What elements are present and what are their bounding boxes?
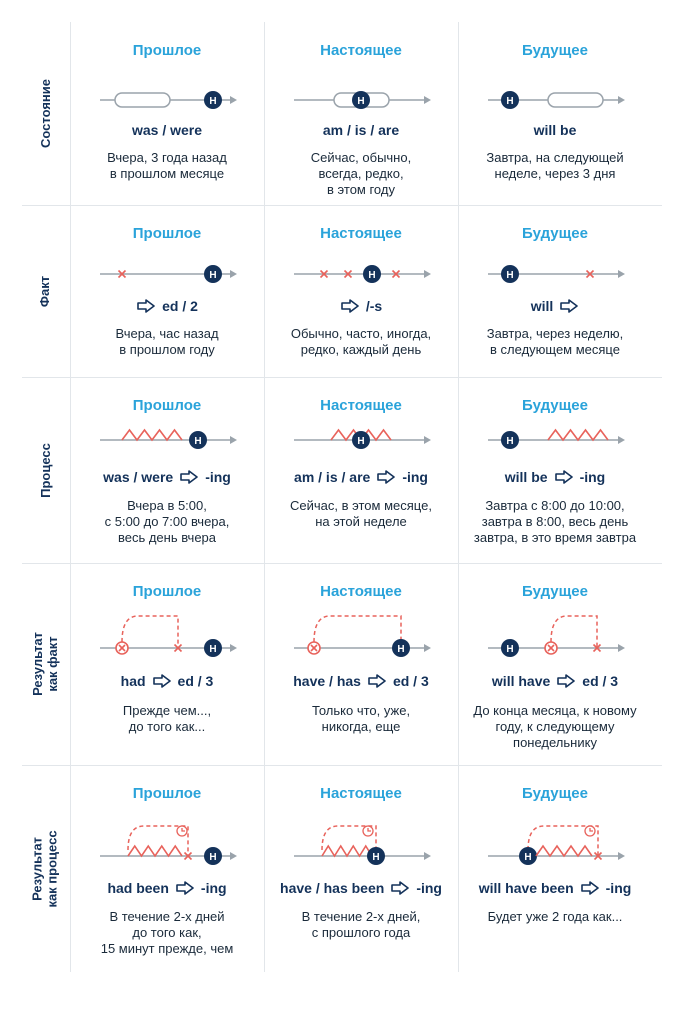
time-markers: Только что, уже, никогда, еще xyxy=(311,703,411,734)
tense-cell xyxy=(458,563,652,765)
formula-auxiliary: will have been xyxy=(478,880,574,896)
column-header: Прошлое xyxy=(132,397,202,414)
now-marker-label: Н xyxy=(357,436,365,447)
time-markers: Сейчас, в этом месяце, на этой неделе xyxy=(290,498,432,529)
row-label-text: Результат как факт xyxy=(30,632,61,696)
tense-cell xyxy=(70,205,264,377)
formula-auxiliary: had been xyxy=(107,880,169,896)
tense-formula xyxy=(264,297,458,315)
formula-verb-form: -ing xyxy=(205,469,231,485)
formula-verb-form: ed / 3 xyxy=(582,673,619,689)
process-zigzag xyxy=(128,846,182,856)
column-header: Прошлое xyxy=(132,785,202,802)
tense-formula xyxy=(458,879,652,897)
tense-formula xyxy=(70,121,264,139)
timeline-arrowhead xyxy=(230,644,237,652)
result-bracket xyxy=(551,616,597,648)
column-header: Настоящее xyxy=(320,583,402,600)
timeline-diagram xyxy=(264,55,458,115)
now-marker xyxy=(204,639,222,657)
start-cross-circle xyxy=(116,642,128,654)
column-header: Настоящее xyxy=(320,42,402,59)
now-marker xyxy=(501,431,519,449)
now-marker xyxy=(501,265,519,283)
time-markers: Вчера, 3 года назад в прошлом месяце xyxy=(107,150,227,181)
now-marker-label: Н xyxy=(506,644,514,655)
now-marker-label: Н xyxy=(209,852,217,863)
formula-auxiliary: have / has xyxy=(293,673,361,689)
now-marker-label: Н xyxy=(357,96,365,107)
timeline-arrowhead xyxy=(618,644,625,652)
row-label xyxy=(20,563,70,765)
time-markers: Завтра, через неделю, в следующем месяце xyxy=(486,326,624,357)
tense-cell xyxy=(264,205,458,377)
formula-auxiliary: will be xyxy=(533,122,577,138)
formula-auxiliary: will be xyxy=(504,469,548,485)
process-zigzag xyxy=(122,430,182,440)
tense-cell xyxy=(264,765,458,972)
now-marker xyxy=(204,265,222,283)
row-label-text: Результат как процесс xyxy=(30,829,61,908)
timeline-arrowhead xyxy=(424,644,431,652)
now-marker-label: Н xyxy=(506,96,514,107)
tense-formula xyxy=(70,879,264,897)
timeline-diagram xyxy=(264,603,458,663)
formula-verb-form: ed / 2 xyxy=(162,298,198,314)
transform-arrow-icon xyxy=(554,470,574,484)
formula-auxiliary: was / were xyxy=(103,469,174,485)
formula-verb-form: -ing xyxy=(579,469,606,485)
clock-icon xyxy=(363,826,373,836)
formula-verb-form: -ing xyxy=(200,880,227,896)
column-header: Прошлое xyxy=(132,583,202,600)
time-markers: Обычно, часто, иногда, редко, каждый день xyxy=(290,326,432,357)
formula-verb-form: ed / 3 xyxy=(177,673,214,689)
tense-formula xyxy=(458,297,652,315)
now-marker-label: Н xyxy=(194,436,202,447)
transform-arrow-icon xyxy=(136,299,156,313)
tense-formula xyxy=(264,121,458,139)
timeline-arrowhead xyxy=(230,436,237,444)
transform-arrow-icon xyxy=(175,881,195,895)
formula-auxiliary: am / is / are xyxy=(322,122,400,138)
transform-arrow-icon xyxy=(376,470,396,484)
clock-icon xyxy=(585,826,595,836)
row-label xyxy=(20,205,70,377)
tense-formula xyxy=(264,672,458,690)
tense-formula xyxy=(70,297,264,315)
timeline-arrowhead xyxy=(230,96,237,104)
time-markers: Прежде чем..., до того как... xyxy=(122,703,212,734)
tense-formula xyxy=(458,121,652,139)
time-markers: Завтра, на следующей неделе, через 3 дня xyxy=(486,150,624,181)
now-marker xyxy=(352,431,370,449)
transform-arrow-icon xyxy=(152,674,172,688)
timeline-diagram xyxy=(264,811,458,871)
timeline-diagram xyxy=(264,395,458,455)
timeline-diagram xyxy=(70,229,264,289)
tense-cell xyxy=(70,377,264,563)
transform-arrow-icon xyxy=(367,674,387,688)
tense-cell xyxy=(264,377,458,563)
transform-arrow-icon xyxy=(340,299,360,313)
timeline-diagram xyxy=(70,55,264,115)
timeline-arrowhead xyxy=(230,852,237,860)
now-marker-label: Н xyxy=(209,644,217,655)
formula-verb-form: -ing xyxy=(402,469,428,485)
time-markers: Вчера в 5:00, с 5:00 до 7:00 вчера, весь день вчера xyxy=(104,498,230,545)
row-label xyxy=(20,377,70,563)
tense-cell xyxy=(458,205,652,377)
timeline-diagram xyxy=(458,55,652,115)
process-zigzag xyxy=(548,430,608,440)
timeline-diagram xyxy=(264,229,458,289)
tense-formula xyxy=(264,468,458,486)
state-pill xyxy=(548,93,603,107)
formula-auxiliary: have / has been xyxy=(280,880,385,896)
transform-arrow-icon xyxy=(559,299,579,313)
row-label-text: Состояние xyxy=(37,78,53,149)
tense-formula xyxy=(70,468,264,486)
column-header: Настоящее xyxy=(320,225,402,242)
tense-cell xyxy=(458,765,652,972)
tense-cell xyxy=(264,563,458,765)
tense-cell xyxy=(264,22,458,205)
now-marker xyxy=(363,265,381,283)
now-marker xyxy=(352,91,370,109)
result-bracket xyxy=(314,616,401,648)
now-marker xyxy=(189,431,207,449)
now-marker xyxy=(204,91,222,109)
timeline-diagram xyxy=(458,229,652,289)
time-markers: Завтра с 8:00 до 10:00, завтра в 8:00, весь день завтра, в это время завтра xyxy=(473,498,637,545)
formula-auxiliary: am / is / are xyxy=(294,469,371,485)
tense-cell xyxy=(458,377,652,563)
formula-verb-form: -ing xyxy=(605,880,632,896)
time-markers: Сейчас, обычно, всегда, редко, в этом году xyxy=(310,150,412,197)
timeline-arrowhead xyxy=(618,270,625,278)
now-marker xyxy=(367,847,385,865)
now-marker-label: Н xyxy=(209,96,217,107)
tense-cell xyxy=(458,22,652,205)
clock-icon xyxy=(177,826,187,836)
process-zigzag xyxy=(322,846,372,856)
formula-verb-form: ed / 3 xyxy=(392,673,429,689)
timeline-diagram xyxy=(70,603,264,663)
formula-auxiliary: will xyxy=(530,298,554,314)
timeline-arrowhead xyxy=(618,96,625,104)
now-marker xyxy=(501,91,519,109)
time-markers: До конца месяца, к новому году, к следующему понедельнику xyxy=(473,703,637,750)
column-header: Будущее xyxy=(522,583,588,600)
now-marker-label: Н xyxy=(397,644,405,655)
timeline-diagram xyxy=(70,811,264,871)
column-header: Будущее xyxy=(522,225,588,242)
now-marker xyxy=(501,639,519,657)
column-header: Прошлое xyxy=(132,225,202,242)
now-marker-label: Н xyxy=(372,852,380,863)
now-marker xyxy=(519,847,537,865)
timeline-diagram xyxy=(458,395,652,455)
formula-auxiliary: will have xyxy=(491,673,551,689)
time-markers: Будет уже 2 года как... xyxy=(487,909,623,924)
column-header: Прошлое xyxy=(132,42,202,59)
column-header: Будущее xyxy=(522,42,588,59)
timeline-arrowhead xyxy=(618,852,625,860)
process-zigzag xyxy=(536,846,592,856)
formula-verb-form: /-s xyxy=(365,298,383,314)
start-cross-circle xyxy=(308,642,320,654)
now-marker-label: Н xyxy=(524,852,532,863)
result-bracket xyxy=(122,616,178,648)
now-marker-label: Н xyxy=(506,270,514,281)
column-header: Будущее xyxy=(522,397,588,414)
row-label xyxy=(20,22,70,205)
state-pill xyxy=(115,93,170,107)
now-marker-label: Н xyxy=(209,270,217,281)
timeline-arrowhead xyxy=(424,96,431,104)
timeline-arrowhead xyxy=(618,436,625,444)
transform-arrow-icon xyxy=(580,881,600,895)
formula-verb-form: -ing xyxy=(416,880,442,896)
transform-arrow-icon xyxy=(390,881,410,895)
now-marker-label: Н xyxy=(368,270,376,281)
formula-auxiliary: had xyxy=(120,673,146,689)
time-markers: Вчера, час назад в прошлом году xyxy=(115,326,219,357)
transform-arrow-icon xyxy=(556,674,576,688)
now-marker-label: Н xyxy=(506,436,514,447)
start-cross-circle xyxy=(545,642,557,654)
tense-cell xyxy=(70,563,264,765)
tense-cell xyxy=(70,765,264,972)
row-label-text: Процесс xyxy=(37,442,53,498)
timeline-diagram xyxy=(70,395,264,455)
time-markers: В течение 2-х дней, с прошлого года xyxy=(301,909,421,940)
tense-cell xyxy=(70,22,264,205)
timeline-arrowhead xyxy=(424,852,431,860)
row-label-text: Факт xyxy=(37,275,53,307)
tense-formula xyxy=(264,879,458,897)
column-header: Будущее xyxy=(522,785,588,802)
timeline-diagram xyxy=(458,603,652,663)
now-marker xyxy=(392,639,410,657)
timeline-arrowhead xyxy=(424,436,431,444)
transform-arrow-icon xyxy=(179,470,199,484)
tense-formula xyxy=(458,672,652,690)
now-marker xyxy=(204,847,222,865)
tense-formula xyxy=(70,672,264,690)
formula-auxiliary: was / were xyxy=(131,122,203,138)
column-header: Настоящее xyxy=(320,785,402,802)
row-label xyxy=(20,765,70,972)
timeline-arrowhead xyxy=(424,270,431,278)
timeline-diagram xyxy=(458,811,652,871)
column-header: Настоящее xyxy=(320,397,402,414)
time-markers: В течение 2-х дней до того как, 15 минут прежде, чем xyxy=(100,909,234,956)
timeline-arrowhead xyxy=(230,270,237,278)
tense-formula xyxy=(458,468,652,486)
